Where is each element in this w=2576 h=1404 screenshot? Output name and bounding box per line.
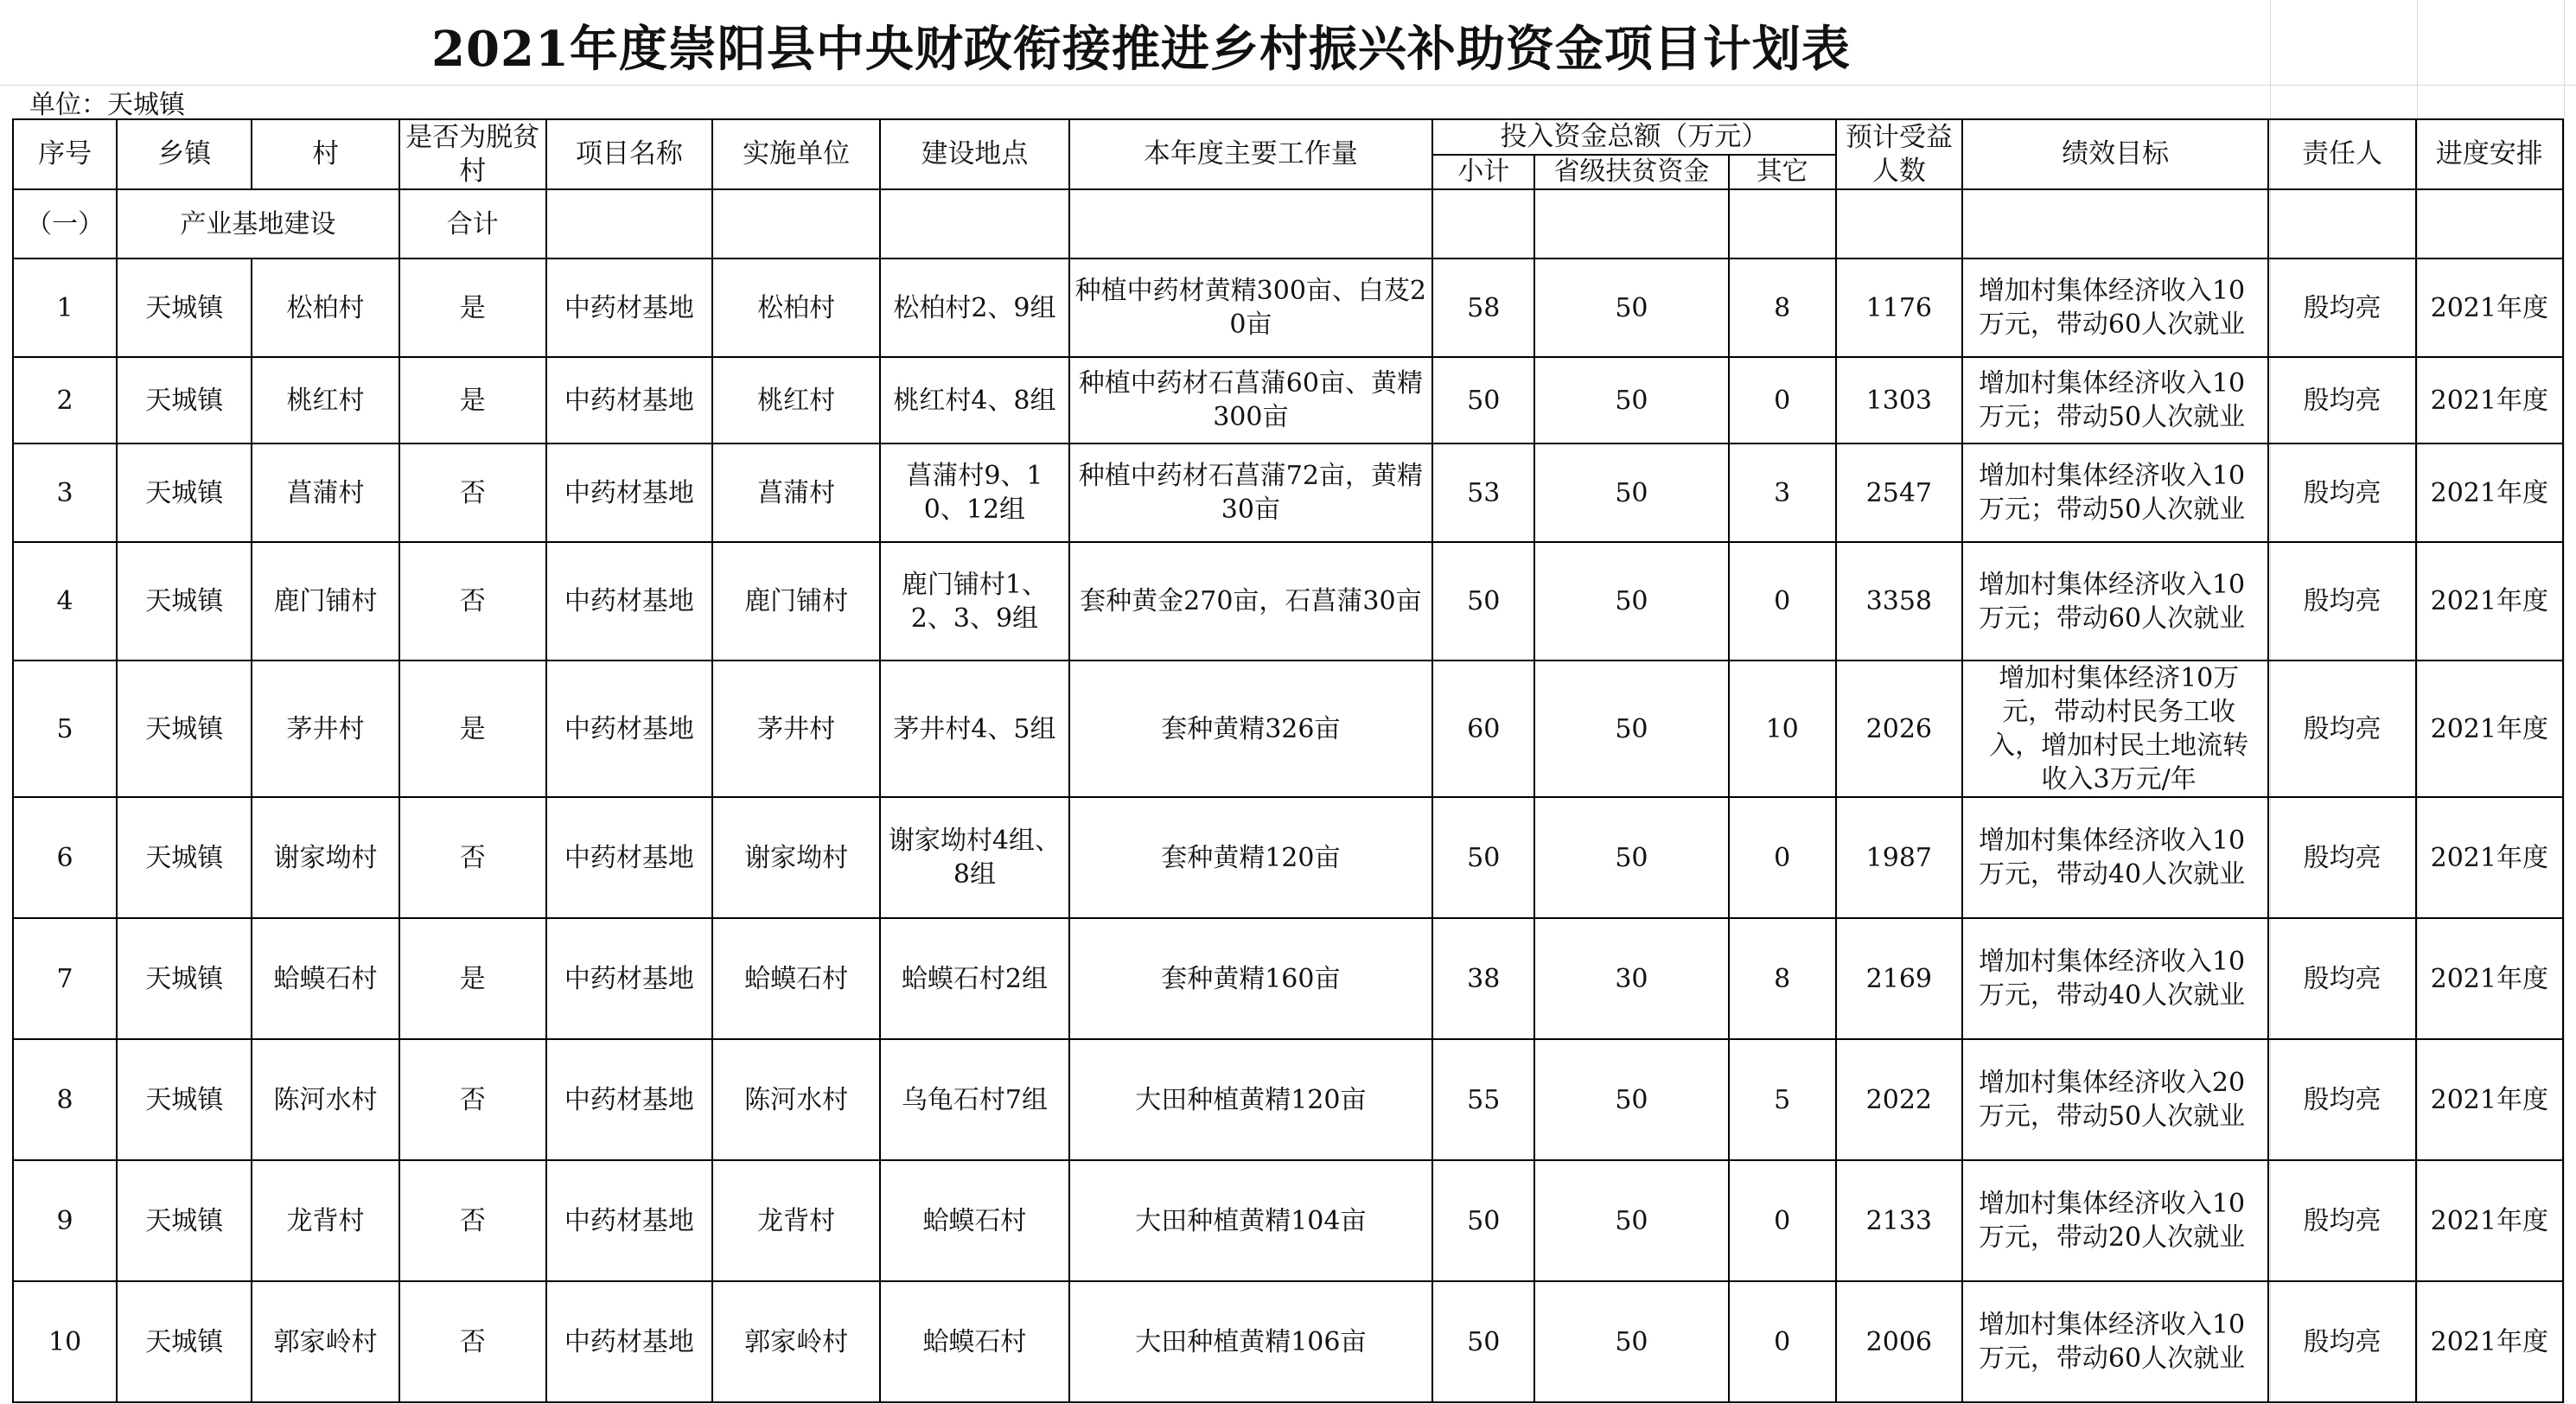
cell-village: 松柏村 — [252, 258, 399, 357]
cell-location: 谢家坳村4组、8组 — [880, 797, 1068, 918]
cell-owner: 殷均亮 — [2268, 797, 2415, 918]
section-empty-cell — [712, 189, 880, 258]
cell-poverty: 否 — [399, 1160, 546, 1281]
header-village: 村 — [252, 119, 399, 189]
cell-village: 鹿门铺村 — [252, 542, 399, 661]
section-empty-cell — [1432, 189, 1534, 258]
cell-seq: 1 — [13, 258, 117, 357]
cell-seq: 10 — [13, 1281, 117, 1402]
cell-poverty: 是 — [399, 661, 546, 797]
cell-goal: 增加村集体经济收入10万元，带动20人次就业 — [1962, 1160, 2268, 1281]
cell-location: 蛤蟆石村 — [880, 1281, 1068, 1402]
cell-seq: 2 — [13, 357, 117, 444]
cell-schedule: 2021年度 — [2416, 444, 2563, 542]
cell-beneficiaries: 2006 — [1836, 1281, 1962, 1402]
cell-executor: 蛤蟆石村 — [712, 918, 880, 1039]
cell-owner: 殷均亮 — [2268, 444, 2415, 542]
cell-goal: 增加村集体经济收入10万元，带动40人次就业 — [1962, 797, 2268, 918]
cell-schedule: 2021年度 — [2416, 1281, 2563, 1402]
header-executor: 实施单位 — [712, 119, 880, 189]
cell-village: 谢家坳村 — [252, 797, 399, 918]
cell-town: 天城镇 — [117, 661, 252, 797]
cell-town: 天城镇 — [117, 1160, 252, 1281]
cell-project: 中药材基地 — [546, 357, 712, 444]
section-empty-cell — [2268, 189, 2415, 258]
cell-seq: 7 — [13, 918, 117, 1039]
cell-beneficiaries: 1303 — [1836, 357, 1962, 444]
header-location: 建设地点 — [880, 119, 1068, 189]
table-row — [13, 661, 2563, 797]
cell-beneficiaries: 2026 — [1836, 661, 1962, 797]
cell-goal: 增加村集体经济10万元，带动村民务工收入，增加村民土地流转收入3万元/年 — [1962, 661, 2268, 797]
cell-poverty: 是 — [399, 357, 546, 444]
cell-beneficiaries: 1987 — [1836, 797, 1962, 918]
header-project: 项目名称 — [546, 119, 712, 189]
cell-work: 套种黄金270亩，石菖蒲30亩 — [1069, 542, 1433, 661]
cell-subtotal: 60 — [1432, 661, 1534, 797]
section-empty-cell — [1836, 189, 1962, 258]
header-seq: 序号 — [13, 119, 117, 189]
cell-other: 0 — [1729, 357, 1836, 444]
cell-poverty: 否 — [399, 542, 546, 661]
cell-project: 中药材基地 — [546, 444, 712, 542]
cell-seq: 5 — [13, 661, 117, 797]
cell-subtotal: 50 — [1432, 357, 1534, 444]
cell-provincial: 50 — [1534, 1160, 1728, 1281]
cell-beneficiaries: 3358 — [1836, 542, 1962, 661]
section-empty-cell — [1962, 189, 2268, 258]
cell-executor: 谢家坳村 — [712, 797, 880, 918]
cell-work: 种植中药材石菖蒲72亩，黄精30亩 — [1069, 444, 1433, 542]
cell-provincial: 50 — [1534, 1039, 1728, 1160]
cell-project: 中药材基地 — [546, 1160, 712, 1281]
cell-poverty: 否 — [399, 444, 546, 542]
cell-other: 5 — [1729, 1039, 1836, 1160]
cell-project: 中药材基地 — [546, 661, 712, 797]
cell-project: 中药材基地 — [546, 258, 712, 357]
table-row — [13, 1039, 2563, 1160]
cell-village: 桃红村 — [252, 357, 399, 444]
cell-goal: 增加村集体经济收入10万元；带动60人次就业 — [1962, 542, 2268, 661]
cell-provincial: 50 — [1534, 661, 1728, 797]
cell-provincial: 50 — [1534, 444, 1728, 542]
cell-work: 大田种植黄精104亩 — [1069, 1160, 1433, 1281]
table-row — [13, 797, 2563, 918]
cell-owner: 殷均亮 — [2268, 542, 2415, 661]
cell-project: 中药材基地 — [546, 797, 712, 918]
header-poverty: 是否为脱贫村 — [399, 119, 546, 189]
cell-village: 郭家岭村 — [252, 1281, 399, 1402]
header-schedule: 进度安排 — [2416, 119, 2563, 189]
cell-schedule: 2021年度 — [2416, 542, 2563, 661]
header-beneficiaries: 预计受益人数 — [1836, 119, 1962, 189]
cell-other: 0 — [1729, 797, 1836, 918]
cell-schedule: 2021年度 — [2416, 258, 2563, 357]
cell-poverty: 否 — [399, 797, 546, 918]
cell-executor: 郭家岭村 — [712, 1281, 880, 1402]
cell-poverty: 是 — [399, 258, 546, 357]
table-row — [13, 258, 2563, 357]
cell-project: 中药材基地 — [546, 542, 712, 661]
cell-goal: 增加村集体经济收入10万元，带动60人次就业 — [1962, 1281, 2268, 1402]
cell-village: 龙背村 — [252, 1160, 399, 1281]
cell-subtotal: 38 — [1432, 918, 1534, 1039]
cell-work: 种植中药材黄精300亩、白芨20亩 — [1069, 258, 1433, 357]
cell-goal: 增加村集体经济收入10万元；带动50人次就业 — [1962, 444, 2268, 542]
cell-town: 天城镇 — [117, 1281, 252, 1402]
sheet-gridline — [2564, 0, 2565, 1404]
table-row — [13, 1281, 2563, 1402]
section-seq: （一） — [13, 189, 117, 258]
sheet-title: 2021年度崇阳县中央财政衔接推进乡村振兴补助资金项目计划表 — [431, 21, 1851, 78]
cell-owner: 殷均亮 — [2268, 661, 2415, 797]
cell-executor: 龙背村 — [712, 1160, 880, 1281]
cell-executor: 茅井村 — [712, 661, 880, 797]
cell-subtotal: 58 — [1432, 258, 1534, 357]
cell-work: 套种黄精120亩 — [1069, 797, 1433, 918]
cell-goal: 增加村集体经济收入10万元，带动40人次就业 — [1962, 918, 2268, 1039]
header-row — [13, 119, 2563, 155]
cell-provincial: 50 — [1534, 258, 1728, 357]
cell-seq: 9 — [13, 1160, 117, 1281]
cell-executor: 松柏村 — [712, 258, 880, 357]
cell-work: 大田种植黄精120亩 — [1069, 1039, 1433, 1160]
cell-town: 天城镇 — [117, 542, 252, 661]
cell-owner: 殷均亮 — [2268, 258, 2415, 357]
cell-town: 天城镇 — [117, 357, 252, 444]
cell-executor: 桃红村 — [712, 357, 880, 444]
cell-subtotal: 55 — [1432, 1039, 1534, 1160]
section-empty-cell — [1534, 189, 1728, 258]
cell-executor: 鹿门铺村 — [712, 542, 880, 661]
cell-seq: 8 — [13, 1039, 117, 1160]
table-row — [13, 1160, 2563, 1281]
cell-subtotal: 50 — [1432, 1281, 1534, 1402]
cell-other: 0 — [1729, 1160, 1836, 1281]
cell-work: 种植中药材石菖蒲60亩、黄精300亩 — [1069, 357, 1433, 444]
cell-town: 天城镇 — [117, 1039, 252, 1160]
cell-beneficiaries: 2169 — [1836, 918, 1962, 1039]
cell-other: 10 — [1729, 661, 1836, 797]
cell-location: 菖蒲村9、10、12组 — [880, 444, 1068, 542]
cell-beneficiaries: 1176 — [1836, 258, 1962, 357]
cell-owner: 殷均亮 — [2268, 357, 2415, 444]
cell-subtotal: 50 — [1432, 797, 1534, 918]
cell-subtotal: 50 — [1432, 1160, 1534, 1281]
section-empty-cell — [880, 189, 1068, 258]
cell-town: 天城镇 — [117, 444, 252, 542]
cell-provincial: 30 — [1534, 918, 1728, 1039]
cell-subtotal: 50 — [1432, 542, 1534, 661]
section-empty-cell — [2416, 189, 2563, 258]
cell-village: 陈河水村 — [252, 1039, 399, 1160]
cell-beneficiaries: 2547 — [1836, 444, 1962, 542]
project-plan-table — [12, 118, 2564, 1403]
cell-beneficiaries: 2022 — [1836, 1039, 1962, 1160]
cell-goal: 增加村集体经济收入20万元，带动50人次就业 — [1962, 1039, 2268, 1160]
cell-location: 蛤蟆石村 — [880, 1160, 1068, 1281]
cell-owner: 殷均亮 — [2268, 1160, 2415, 1281]
cell-location: 鹿门铺村1、2、3、9组 — [880, 542, 1068, 661]
section-row — [13, 189, 2563, 258]
section-empty-cell — [1069, 189, 1433, 258]
cell-work: 套种黄精326亩 — [1069, 661, 1433, 797]
cell-schedule: 2021年度 — [2416, 797, 2563, 918]
cell-executor: 菖蒲村 — [712, 444, 880, 542]
cell-location: 茅井村4、5组 — [880, 661, 1068, 797]
table-row — [13, 357, 2563, 444]
cell-town: 天城镇 — [117, 918, 252, 1039]
header-other: 其它 — [1729, 155, 1836, 189]
header-provincial: 省级扶贫资金 — [1534, 155, 1728, 189]
cell-other: 8 — [1729, 918, 1836, 1039]
cell-subtotal: 53 — [1432, 444, 1534, 542]
cell-executor: 陈河水村 — [712, 1039, 880, 1160]
cell-other: 3 — [1729, 444, 1836, 542]
cell-owner: 殷均亮 — [2268, 918, 2415, 1039]
cell-seq: 4 — [13, 542, 117, 661]
cell-village: 蛤蟆石村 — [252, 918, 399, 1039]
cell-schedule: 2021年度 — [2416, 357, 2563, 444]
cell-schedule: 2021年度 — [2416, 918, 2563, 1039]
cell-beneficiaries: 2133 — [1836, 1160, 1962, 1281]
section-empty-cell — [546, 189, 712, 258]
cell-poverty: 否 — [399, 1281, 546, 1402]
cell-project: 中药材基地 — [546, 1281, 712, 1402]
table-row — [13, 444, 2563, 542]
cell-other: 0 — [1729, 1281, 1836, 1402]
cell-village: 菖蒲村 — [252, 444, 399, 542]
table-row — [13, 918, 2563, 1039]
cell-village: 茅井村 — [252, 661, 399, 797]
unit-label: 单位：天城镇 — [29, 90, 185, 120]
cell-location: 桃红村4、8组 — [880, 357, 1068, 444]
cell-provincial: 50 — [1534, 797, 1728, 918]
cell-location: 蛤蟆石村2组 — [880, 918, 1068, 1039]
cell-goal: 增加村集体经济收入10万元；带动50人次就业 — [1962, 357, 2268, 444]
cell-seq: 3 — [13, 444, 117, 542]
cell-town: 天城镇 — [117, 258, 252, 357]
cell-provincial: 50 — [1534, 1281, 1728, 1402]
section-name: 产业基地建设 — [117, 189, 399, 258]
cell-schedule: 2021年度 — [2416, 661, 2563, 797]
cell-location: 松柏村2、9组 — [880, 258, 1068, 357]
cell-other: 0 — [1729, 542, 1836, 661]
cell-schedule: 2021年度 — [2416, 1039, 2563, 1160]
cell-provincial: 50 — [1534, 542, 1728, 661]
cell-poverty: 否 — [399, 1039, 546, 1160]
cell-other: 8 — [1729, 258, 1836, 357]
header-work: 本年度主要工作量 — [1069, 119, 1433, 189]
cell-work: 套种黄精160亩 — [1069, 918, 1433, 1039]
cell-owner: 殷均亮 — [2268, 1039, 2415, 1160]
cell-schedule: 2021年度 — [2416, 1160, 2563, 1281]
header-funds: 投入资金总额（万元） — [1432, 119, 1836, 155]
cell-work: 大田种植黄精106亩 — [1069, 1281, 1433, 1402]
header-town: 乡镇 — [117, 119, 252, 189]
section-total-label: 合计 — [399, 189, 546, 258]
cell-location: 乌龟石村7组 — [880, 1039, 1068, 1160]
table-row — [13, 542, 2563, 661]
section-empty-cell — [1729, 189, 1836, 258]
cell-project: 中药材基地 — [546, 918, 712, 1039]
cell-provincial: 50 — [1534, 357, 1728, 444]
header-subtotal: 小计 — [1432, 155, 1534, 189]
cell-owner: 殷均亮 — [2268, 1281, 2415, 1402]
cell-seq: 6 — [13, 797, 117, 918]
cell-goal: 增加村集体经济收入10万元，带动60人次就业 — [1962, 258, 2268, 357]
cell-town: 天城镇 — [117, 797, 252, 918]
header-owner: 责任人 — [2268, 119, 2415, 189]
cell-project: 中药材基地 — [546, 1039, 712, 1160]
sheet-gridline — [0, 85, 2576, 86]
cell-poverty: 是 — [399, 918, 546, 1039]
header-goal: 绩效目标 — [1962, 119, 2268, 189]
